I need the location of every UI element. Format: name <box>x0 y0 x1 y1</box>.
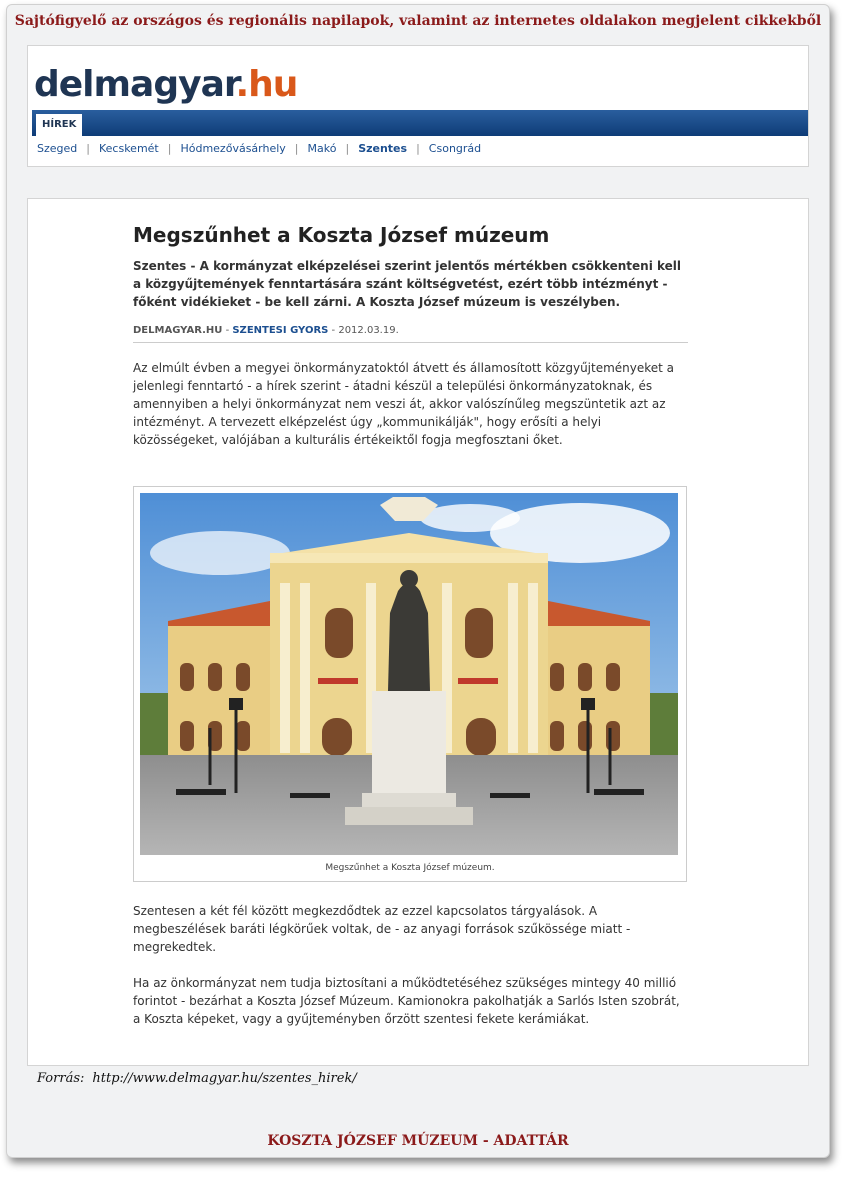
article-paragraph-3: Ha az önkormányzat nem tudja biztosítani a működtetéséhez szükséges mintegy 40 millió forintot - bezárhat a Koszta József Múzeum. Kamionokra pakolhatják a Sarlós Isten szobrát, a Koszta képeket, vagy a gyűjteményben őrzött szentesi fekete kerámiákat. <box>133 976 680 1026</box>
city-link-kecskemet[interactable]: Kecskemét <box>98 142 159 155</box>
logo-main: delmagyar <box>34 64 236 105</box>
nav-separator: | <box>86 142 90 155</box>
nav-separator: | <box>167 142 172 155</box>
source-url-link[interactable]: http://www.delmagyar.hu/szentes_hirek/ <box>92 1071 357 1086</box>
article-meta: DELMAGYAR.HU - SZENTESI GYORS - 2012.03.19. <box>133 325 688 343</box>
image-caption: Megszűnhet a Koszta József múzeum. <box>325 863 495 873</box>
article-container <box>27 198 809 1066</box>
meta-source[interactable]: DELMAGYAR.HU <box>133 325 223 336</box>
city-link-szeged[interactable]: Szeged <box>37 142 78 155</box>
museum-photo[interactable] <box>140 493 678 855</box>
nav-separator: | <box>294 142 299 155</box>
source-label: Forrás: <box>37 1071 85 1086</box>
meta-date: 2012.03.19. <box>338 325 399 336</box>
city-link-szentes[interactable]: Szentes <box>358 142 408 155</box>
city-link-mako[interactable]: Makó <box>307 142 337 155</box>
article-figure <box>133 486 687 882</box>
article-title: Megszűnhet a Koszta József múzeum <box>133 223 550 247</box>
press-monitor-banner: Sajtófigyelő az országos és regionális napilapok, valamint az internetes oldalakon megjelent cikkekből <box>14 13 822 29</box>
article-paragraph-1: Az elmúlt évben a megyei önkormányzatoktól átvett és államosított közgyűjteményeket a jelenlegi fenntartó - a hírek szerint - átadni készül a települési önkormányzatoknak, és amennyiben a helyi önkormányzat nem veszi át, akkor valószínűleg megszüntetik azt az intézményt. A tervezett elképzelést úgy „kommunikálják", hogy erősíti a helyi közösségeket, valójában a kulturális értékeiktől fogja megfosztani őket. <box>133 361 675 447</box>
nav-separator: | <box>345 142 350 155</box>
nav-separator: | <box>416 142 420 155</box>
article-paragraph-2: Szentesen a két fél között megkezdődtek az ezzel kapcsolatos tárgyalások. A megbeszélések baráti légkörűek voltak, de - az anyagi források szűkössége miatt - megrekedtek. <box>133 904 631 954</box>
tab-hirek[interactable]: HÍREK <box>36 114 82 136</box>
source-line <box>37 1071 357 1086</box>
site-logo[interactable] <box>34 64 297 105</box>
city-link-csongrad[interactable]: Csongrád <box>428 142 482 155</box>
meta-category[interactable]: SZENTESI GYORS <box>232 325 329 336</box>
site-header <box>27 45 809 167</box>
footer-title: KOSZTA JÓZSEF MÚZEUM - ADATTÁR <box>267 1133 569 1149</box>
article-lead: Szentes - A kormányzat elképzelései szerint jelentős mértékben csökkenteni kell a közgyűjtemények fenntartására szánt költségvetést, ezért több intézményt - főként vidékieket - be kell zárni. A Koszta József múzeum is veszélyben. <box>133 259 682 309</box>
city-link-hodmezovasarhely[interactable]: Hódmezővásárhely <box>180 142 286 155</box>
page-frame <box>6 4 830 1158</box>
main-nav-bar <box>32 110 808 136</box>
logo-tld: .hu <box>235 64 298 105</box>
city-nav <box>37 142 481 155</box>
